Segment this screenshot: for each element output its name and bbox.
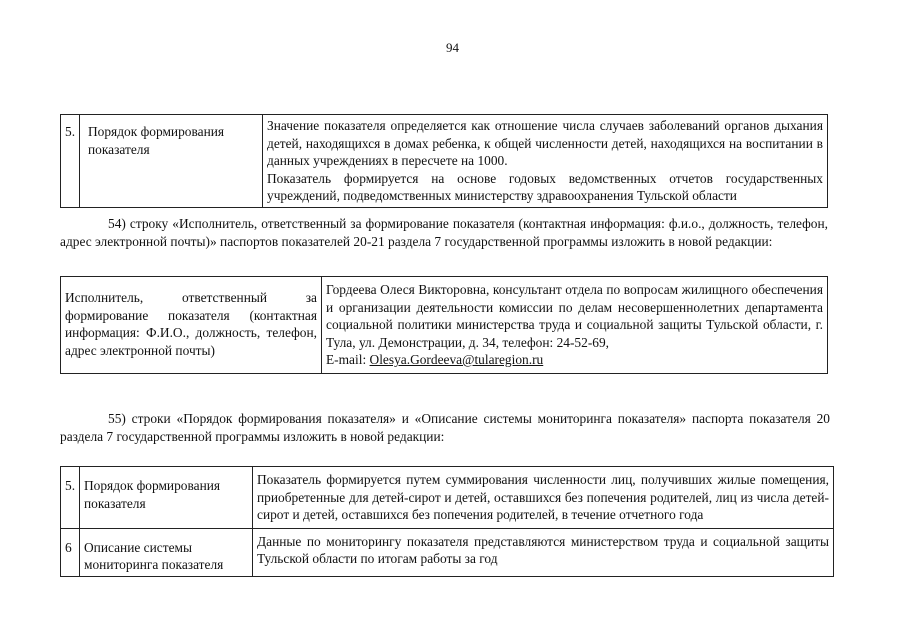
page-number: 94 (446, 40, 459, 55)
row-label: Порядок формирования показателя (80, 467, 253, 529)
table-row (61, 277, 828, 374)
row-value (263, 115, 828, 208)
row-label: Описание системы мониторинга показателя (80, 528, 253, 576)
email-link[interactable]: Olesya.Gordeeva@tularegion.ru (369, 352, 544, 367)
row-value: Показатель формируется путем суммирования численности лиц, получивших жилые помещения, приобретенные для детей-сирот и детей, оставшихся без попечения родителей, лиц из числа детей-сирот и детей, оставшихся без попечения родителей, в течение отчетного года (253, 467, 834, 529)
table-row (61, 115, 828, 208)
row-value: Данные по мониторингу показателя представляются министерством труда и социальной защиты Тульской области по итогам работы за год (253, 528, 834, 576)
contact-value (322, 277, 828, 374)
table-row (61, 467, 834, 529)
contact-details: Гордеева Олеся Викторовна, консультант отдела по вопросам жилищного обеспечения и организации деятельности комиссии по делам несовершеннолетних департамента социальной политики министерства труда и социальной защиты Тульской области, г. Тула, ул. Демонстрации, д. 34, телефон: 24-52-69, (326, 282, 823, 350)
contact-label: Исполнитель, ответственный за формирование показателя (контактная информация: Ф.И.О., должность, телефон, адрес электронной почты) (61, 277, 322, 374)
table-row (61, 528, 834, 576)
email-line (326, 351, 823, 369)
value-paragraph-2: Показатель формируется на основе годовых ведомственных отчетов государственных учреждений, подведомственных министерству здравоохранения Тульской области (267, 170, 823, 203)
row-number: 5. (61, 467, 80, 529)
row-number: 6 (61, 528, 80, 576)
contact-table (60, 276, 828, 374)
value-paragraph-1: Значение показателя определяется как отношение числа случаев заболеваний органов дыхания детей, находящихся в домах ребенка, к общей численности детей, находящихся на воспитании в данных учреждениях в пересчете на 1000. (267, 118, 823, 168)
paragraph-54: 54) строку «Исполнитель, ответственный за формирование показателя (контактная информация: ф.и.о., должность, телефон, адрес электронной почты)» паспортов показателей 20-21 раздела 7 государственной программы изложить в новой редакции: (60, 216, 828, 249)
row-label: Порядок формирования показателя (80, 115, 263, 208)
row-number: 5. (61, 115, 80, 208)
indicator-table-1 (60, 114, 828, 208)
email-label: E-mail: (326, 352, 367, 367)
indicator-table-20 (60, 466, 834, 577)
paragraph-55: 55) строки «Порядок формирования показателя» и «Описание системы мониторинга показателя» паспорта показателя 20 раздела 7 государственной программы изложить в новой редакции: (60, 411, 830, 444)
